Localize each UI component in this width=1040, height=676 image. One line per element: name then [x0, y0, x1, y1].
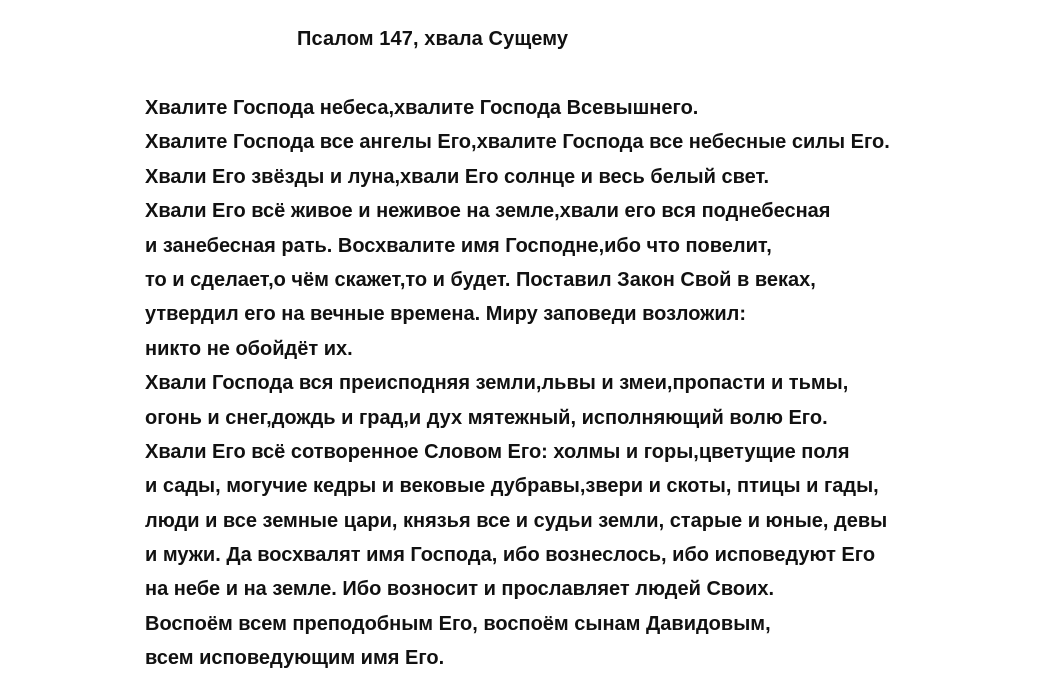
text-line: на небе и на земле. Ибо возносит и прославляет людей Своих. [145, 578, 775, 601]
text-line: утвердил его на вечные времена. Миру заповеди возложил: [145, 303, 747, 326]
text-line: и мужи. Да восхвалят имя Господа, ибо вознеслось, ибо исповедуют Его [145, 544, 876, 567]
text-line: Хвали Его всё живое и неживое на земле,хвали его вся поднебесная [145, 200, 831, 223]
text-line: никто не обойдёт их. [145, 337, 353, 360]
text-line: то и сделает,о чём скажет,то и будет. Поставил Закон Свой в веках, [145, 268, 816, 291]
text-line: огонь и снег,дождь и град,и дух мятежный, исполняющий волю Его. [145, 406, 828, 429]
text-line: Хвалите Господа небеса,хвалите Господа Всевышнего. [145, 97, 699, 119]
document-title: Псалом 147, хвала Сущему [297, 28, 569, 50]
text-line: Хвали Господа вся преисподняя земли,львы и змеи,пропасти и тьмы, [145, 372, 849, 395]
text-line: Воспоём всем преподобным Его, воспоём сынам Давидовым, [145, 612, 771, 635]
text-line: и сады, могучие кедры и вековые дубравы,звери и скоты, птицы и гады, [145, 475, 879, 498]
text-line: Хвалите Господа все ангелы Его,хвалите Господа все небесные силы Его. [145, 131, 890, 154]
text-line: Хвали Его всё сотворенное Словом Его: холмы и горы,цветущие поля [145, 440, 850, 463]
text-line: и занебесная рать. Восхвалите имя Господне,ибо что повелит, [145, 234, 772, 257]
text-line: люди и все земные цари, князья все и судьи земли, старые и юные, девы [145, 509, 888, 532]
psalm-text [145, 91, 1005, 676]
text-line: Хвали Его звёзды и луна,хвали Его солнце и весь белый свет. [145, 165, 770, 188]
text-line: всем исповедующим имя Его. [145, 647, 445, 670]
